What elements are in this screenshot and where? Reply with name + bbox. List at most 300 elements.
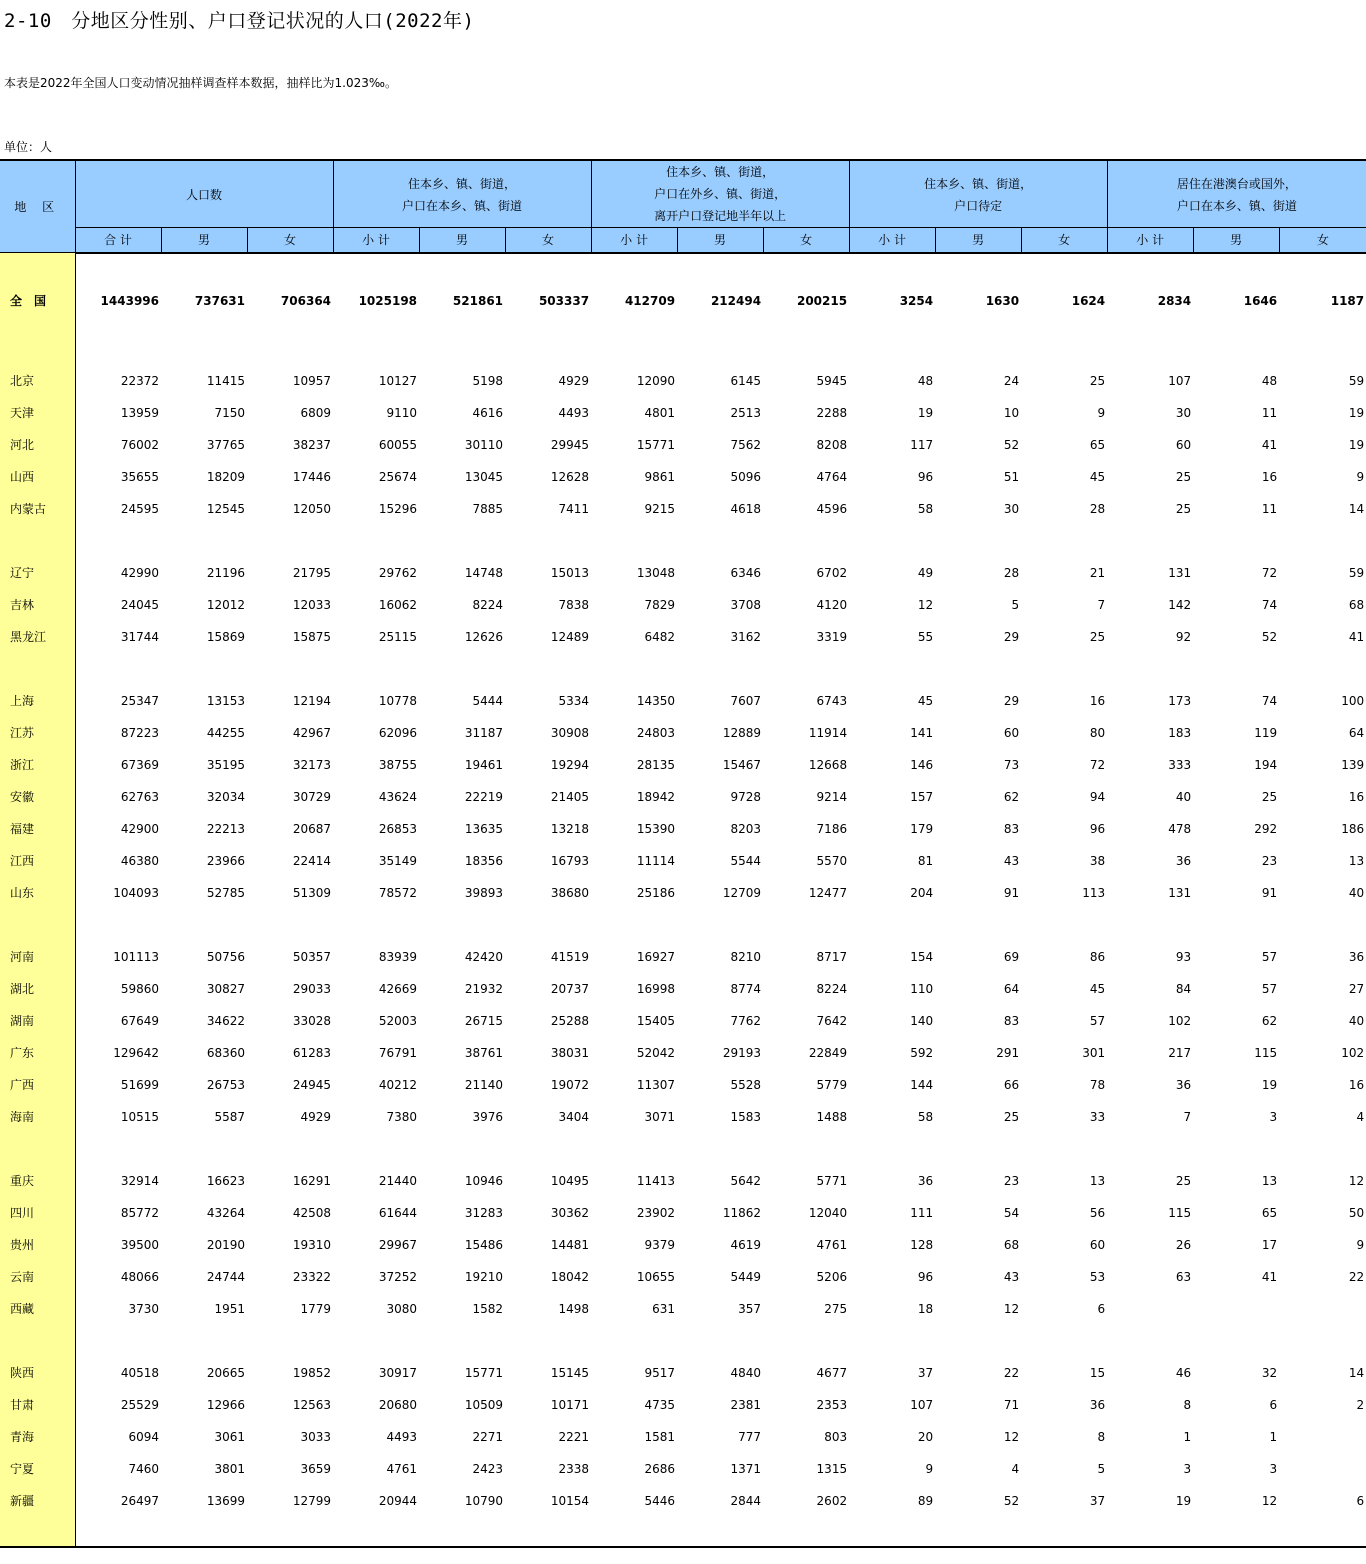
value-cell: 4493 [558,405,590,420]
value-cell: 3 [1269,1109,1278,1124]
value-cell: 1779 [300,1301,332,1316]
value-cell: 24045 [120,597,159,612]
value-cell: 83 [1003,821,1020,836]
value-cell: 2423 [472,1461,504,1476]
value-cell: 102 [1168,1013,1192,1028]
value-cell: 14481 [550,1237,590,1252]
value-cell: 58 [917,1109,934,1124]
value-cell: 4764 [816,469,848,484]
value-cell: 4 [1356,1109,1365,1124]
value-cell: 52785 [206,885,245,900]
table-row [0,1197,1366,1229]
table-row [0,397,1366,429]
value-cell: 6702 [816,565,848,580]
value-cell: 11114 [636,853,676,868]
value-cell: 60055 [378,437,418,452]
value-cell: 10171 [550,1397,590,1412]
value-cell: 5570 [816,853,848,868]
value-cell: 30917 [378,1365,418,1380]
value-cell: 59860 [120,981,159,996]
value-cell: 19852 [292,1365,332,1380]
value-cell: 20944 [378,1493,418,1508]
value-cell: 17 [1261,1237,1278,1252]
value-cell: 113 [1082,885,1106,900]
value-cell: 25 [1175,501,1192,516]
value-cell: 12012 [206,597,245,612]
value-cell: 29193 [722,1045,762,1060]
value-cell: 6 [1356,1493,1365,1508]
value-cell: 3976 [472,1109,504,1124]
value-cell: 20190 [206,1237,245,1252]
table-body [0,253,1366,1547]
value-cell: 139 [1341,757,1365,772]
value-cell: 81 [917,853,934,868]
value-cell: 38755 [378,757,418,772]
table-row [0,493,1366,525]
value-cell: 21795 [292,565,332,580]
value-cell: 7 [1183,1109,1192,1124]
value-cell: 2288 [816,405,848,420]
value-cell: 28 [1089,501,1106,516]
value-cell: 19 [917,405,934,420]
table-row [0,877,1366,909]
table-row [0,941,1366,973]
value-cell: 7460 [128,1461,159,1476]
spacer-row [0,1133,1366,1165]
value-cell: 18356 [464,853,504,868]
value-cell: 292 [1254,821,1278,836]
value-cell: 4929 [300,1109,332,1124]
value-cell: 34622 [206,1013,245,1028]
value-cell: 13 [1089,1173,1106,1188]
value-cell: 42900 [120,821,159,836]
value-cell: 11914 [808,725,848,740]
value-cell: 8 [1183,1397,1192,1412]
value-cell: 31187 [464,725,504,740]
value-cell: 1624 [1071,293,1106,308]
value-cell: 6145 [730,373,762,388]
region-name: 青海 [0,1421,75,1453]
value-cell: 71 [1003,1397,1020,1412]
region-name: 江西 [0,845,75,877]
value-cell: 25115 [378,629,418,644]
value-cell: 25 [1175,469,1192,484]
spacer-row [0,909,1366,941]
value-cell: 10655 [636,1269,676,1284]
value-cell: 25 [1261,789,1278,804]
value-cell: 144 [910,1077,934,1092]
subheader-cell: 小 计 [1107,228,1193,253]
value-cell: 5771 [816,1173,848,1188]
value-cell: 183 [1168,725,1192,740]
value-cell: 2844 [730,1493,762,1508]
value-cell: 204 [910,885,934,900]
value-cell: 60 [1175,437,1192,452]
value-cell: 2381 [730,1397,762,1412]
value-cell: 78572 [378,885,418,900]
value-cell: 43264 [206,1205,245,1220]
value-cell: 128 [910,1237,934,1252]
value-cell: 2 [1356,1397,1365,1412]
value-cell: 12477 [808,885,848,900]
value-cell: 15145 [550,1365,590,1380]
table-row [0,1389,1366,1421]
value-cell: 68 [1348,597,1365,612]
value-cell: 10154 [550,1493,590,1508]
value-cell: 12563 [292,1397,332,1412]
value-cell: 1371 [730,1461,762,1476]
value-cell: 3162 [730,629,762,644]
value-cell [1107,1293,1193,1325]
value-cell: 6 [1269,1397,1278,1412]
value-cell: 16927 [636,949,676,964]
value-cell: 30908 [550,725,590,740]
value-cell: 12033 [292,597,332,612]
value-cell: 7642 [816,1013,848,1028]
value-cell: 89 [917,1493,934,1508]
value-cell: 333 [1168,757,1192,772]
value-cell: 5544 [730,853,762,868]
value-cell: 186 [1341,821,1365,836]
value-cell: 12050 [292,501,332,516]
value-cell: 16 [1261,469,1278,484]
value-cell: 46380 [120,853,159,868]
value-cell: 25529 [120,1397,159,1412]
region-name: 江苏 [0,717,75,749]
value-cell: 30827 [206,981,245,996]
value-cell: 9861 [644,469,676,484]
value-cell: 15390 [636,821,676,836]
value-cell: 36 [1089,1397,1106,1412]
value-cell: 42420 [464,949,504,964]
value-cell: 7411 [558,501,590,516]
subheader-cell: 男 [161,228,247,253]
value-cell: 3 [1183,1461,1192,1476]
value-cell: 11413 [636,1173,676,1188]
value-cell: 15771 [636,437,676,452]
value-cell: 5334 [558,693,590,708]
value-cell: 8208 [816,437,848,452]
value-cell: 52042 [636,1045,676,1060]
table-note: 本表是2022年全国人口变动情况抽样调查样本数据，抽样比为1.023‰。 [4,76,397,90]
value-cell: 21196 [206,565,245,580]
value-cell: 67369 [120,757,159,772]
value-cell: 12 [917,597,934,612]
table-row [0,1165,1366,1197]
value-cell: 29033 [292,981,332,996]
value-cell: 44255 [206,725,245,740]
value-cell: 102 [1341,1045,1365,1060]
value-cell: 20 [917,1429,934,1444]
value-cell: 173 [1168,693,1192,708]
value-cell: 4929 [558,373,590,388]
region-name: 四川 [0,1197,75,1229]
table-row [0,717,1366,749]
value-cell: 73 [1003,757,1020,772]
value-cell: 26 [1175,1237,1192,1252]
value-cell: 24803 [636,725,676,740]
value-cell: 1646 [1243,293,1278,308]
value-cell: 41519 [550,949,590,964]
value-cell: 1488 [816,1109,848,1124]
group-header-pending-hukou: 住本乡、镇、街道， 户口待定 [849,160,1107,228]
value-cell: 50 [1348,1205,1365,1220]
value-cell: 59 [1348,565,1365,580]
value-cell: 25 [1089,373,1106,388]
value-cell: 92 [1175,629,1192,644]
region-name: 天津 [0,397,75,429]
value-cell: 29 [1003,629,1020,644]
value-cell: 41 [1348,629,1365,644]
value-cell: 6094 [128,1429,159,1444]
value-cell: 10515 [120,1109,159,1124]
value-cell: 9 [925,1461,934,1476]
value-cell: 115 [1168,1205,1192,1220]
value-cell: 13048 [636,565,676,580]
region-name: 新疆 [0,1485,75,1517]
value-cell: 36 [1348,949,1365,964]
value-cell: 35655 [120,469,159,484]
value-cell: 64 [1003,981,1020,996]
value-cell: 357 [738,1301,762,1316]
value-cell: 22 [1003,1365,1020,1380]
value-cell: 4493 [386,1429,418,1444]
value-cell: 74 [1261,597,1278,612]
value-cell: 157 [910,789,934,804]
group-header-total: 人口数 [75,160,333,228]
table-row [0,781,1366,813]
value-cell: 15296 [378,501,418,516]
table-row [0,845,1366,877]
value-cell: 10127 [378,373,418,388]
value-cell: 19 [1261,1077,1278,1092]
value-cell: 54 [1003,1205,1020,1220]
value-cell: 48066 [120,1269,159,1284]
spacer-row [0,653,1366,685]
value-cell: 68360 [206,1045,245,1060]
region-name: 重庆 [0,1165,75,1197]
value-cell: 16291 [292,1173,332,1188]
value-cell: 38031 [550,1045,590,1060]
value-cell: 3061 [214,1429,245,1444]
value-cell: 58 [917,501,934,516]
value-cell: 13218 [550,821,590,836]
value-cell: 1 [1183,1429,1192,1444]
value-cell: 40518 [120,1365,159,1380]
value-cell: 5642 [730,1173,762,1188]
table-row [0,1485,1366,1517]
region-name: 宁夏 [0,1453,75,1485]
value-cell: 10957 [292,373,332,388]
value-cell: 72 [1089,757,1106,772]
value-cell: 101113 [113,949,159,964]
value-cell: 12626 [464,629,504,644]
value-cell: 29967 [378,1237,418,1252]
value-cell: 80 [1089,725,1106,740]
value-cell: 119 [1254,725,1278,740]
unit-label: 单位：人 [4,140,53,154]
subheader-cell: 女 [505,228,591,253]
value-cell: 4616 [472,405,504,420]
value-cell: 42508 [292,1205,332,1220]
value-cell: 13153 [206,693,245,708]
value-cell: 8203 [730,821,762,836]
value-cell: 25 [1003,1109,1020,1124]
value-cell: 12489 [550,629,590,644]
value-cell: 3071 [644,1109,676,1124]
value-cell: 16998 [636,981,676,996]
value-cell: 55 [917,629,934,644]
value-cell: 86 [1089,949,1106,964]
value-cell: 7885 [472,501,504,516]
value-cell: 32 [1261,1365,1278,1380]
value-cell: 10790 [464,1493,504,1508]
value-cell: 5444 [472,693,504,708]
value-cell: 7762 [730,1013,762,1028]
value-cell: 19461 [464,757,504,772]
value-cell: 22219 [464,789,504,804]
value-cell: 10495 [550,1173,590,1188]
table-row [0,1453,1366,1485]
value-cell: 19 [1175,1493,1192,1508]
subheader-cell: 男 [935,228,1021,253]
value-cell: 706364 [280,293,332,308]
value-cell: 631 [652,1301,676,1316]
table-row [0,589,1366,621]
value-cell: 107 [1168,373,1192,388]
value-cell: 9379 [644,1237,676,1252]
region-name: 福建 [0,813,75,845]
value-cell: 7186 [816,821,848,836]
value-cell: 30110 [464,437,504,452]
value-cell: 29 [1003,693,1020,708]
value-cell: 60 [1003,725,1020,740]
value-cell: 38680 [550,885,590,900]
value-cell: 5779 [816,1077,848,1092]
table-header [0,160,1366,253]
value-cell: 48 [917,373,934,388]
value-cell: 72 [1261,565,1278,580]
value-cell: 1 [1269,1429,1278,1444]
value-cell: 179 [910,821,934,836]
value-cell: 9517 [644,1365,676,1380]
value-cell: 43624 [378,789,418,804]
value-cell: 212494 [710,293,762,308]
value-cell: 4619 [730,1237,762,1252]
value-cell: 6346 [730,565,762,580]
value-cell: 36 [1175,1077,1192,1092]
value-cell: 12545 [206,501,245,516]
value-cell: 1951 [214,1301,245,1316]
value-cell: 9214 [816,789,848,804]
value-cell: 9 [1356,1237,1365,1252]
subheader-cell: 女 [1021,228,1107,253]
value-cell: 1581 [644,1429,676,1444]
value-cell: 2353 [816,1397,848,1412]
value-cell: 93 [1175,949,1192,964]
value-cell: 65 [1261,1205,1278,1220]
table-row [0,461,1366,493]
value-cell: 19210 [464,1269,504,1284]
region-name: 广东 [0,1037,75,1069]
value-cell: 39500 [120,1237,159,1252]
subheader-cell: 小 计 [591,228,677,253]
region-name: 全国 [0,269,75,333]
value-cell: 20665 [206,1365,245,1380]
value-cell: 36 [1175,853,1192,868]
value-cell: 21 [1089,565,1106,580]
value-cell: 74 [1261,693,1278,708]
value-cell: 23 [1261,853,1278,868]
value-cell: 19294 [550,757,590,772]
value-cell: 15467 [722,757,762,772]
value-cell [1279,1421,1366,1453]
value-cell: 69 [1003,949,1020,964]
value-cell: 12628 [550,469,590,484]
region-name: 山西 [0,461,75,493]
value-cell: 7150 [214,405,245,420]
value-cell: 51309 [292,885,332,900]
value-cell: 13045 [464,469,504,484]
value-cell: 275 [824,1301,848,1316]
value-cell: 7838 [558,597,590,612]
table-row [0,1005,1366,1037]
value-cell: 32034 [206,789,245,804]
value-cell: 13699 [206,1493,245,1508]
value-cell: 40212 [378,1077,418,1092]
value-cell: 91 [1003,885,1020,900]
value-cell: 1582 [472,1301,504,1316]
table-row [0,429,1366,461]
value-cell: 16 [1089,693,1106,708]
value-cell: 22 [1348,1269,1365,1284]
value-cell: 4801 [644,405,676,420]
value-cell: 107 [910,1397,934,1412]
region-name: 甘肃 [0,1389,75,1421]
value-cell: 24595 [120,501,159,516]
region-name: 西藏 [0,1293,75,1325]
value-cell: 2602 [816,1493,848,1508]
value-cell: 17446 [292,469,332,484]
value-cell: 14748 [464,565,504,580]
value-cell: 142 [1168,597,1192,612]
value-cell: 61644 [378,1205,418,1220]
value-cell: 87223 [120,725,159,740]
value-cell: 67649 [120,1013,159,1028]
value-cell: 5096 [730,469,762,484]
table-row [0,557,1366,589]
value-cell: 64 [1348,725,1365,740]
value-cell: 28135 [636,757,676,772]
value-cell: 12709 [722,885,762,900]
value-cell: 15013 [550,565,590,580]
value-cell: 8774 [730,981,762,996]
value-cell: 16062 [378,597,418,612]
value-cell: 737631 [194,293,245,308]
value-cell: 7562 [730,437,762,452]
value-cell: 110 [910,981,934,996]
value-cell: 30362 [550,1205,590,1220]
value-cell: 1315 [816,1461,848,1476]
value-cell: 12194 [292,693,332,708]
value-cell: 15875 [292,629,332,644]
region-name: 河北 [0,429,75,461]
value-cell: 5 [1097,1461,1106,1476]
value-cell: 61283 [292,1045,332,1060]
value-cell: 1443996 [100,293,159,308]
value-cell: 42990 [120,565,159,580]
value-cell: 49 [917,565,934,580]
